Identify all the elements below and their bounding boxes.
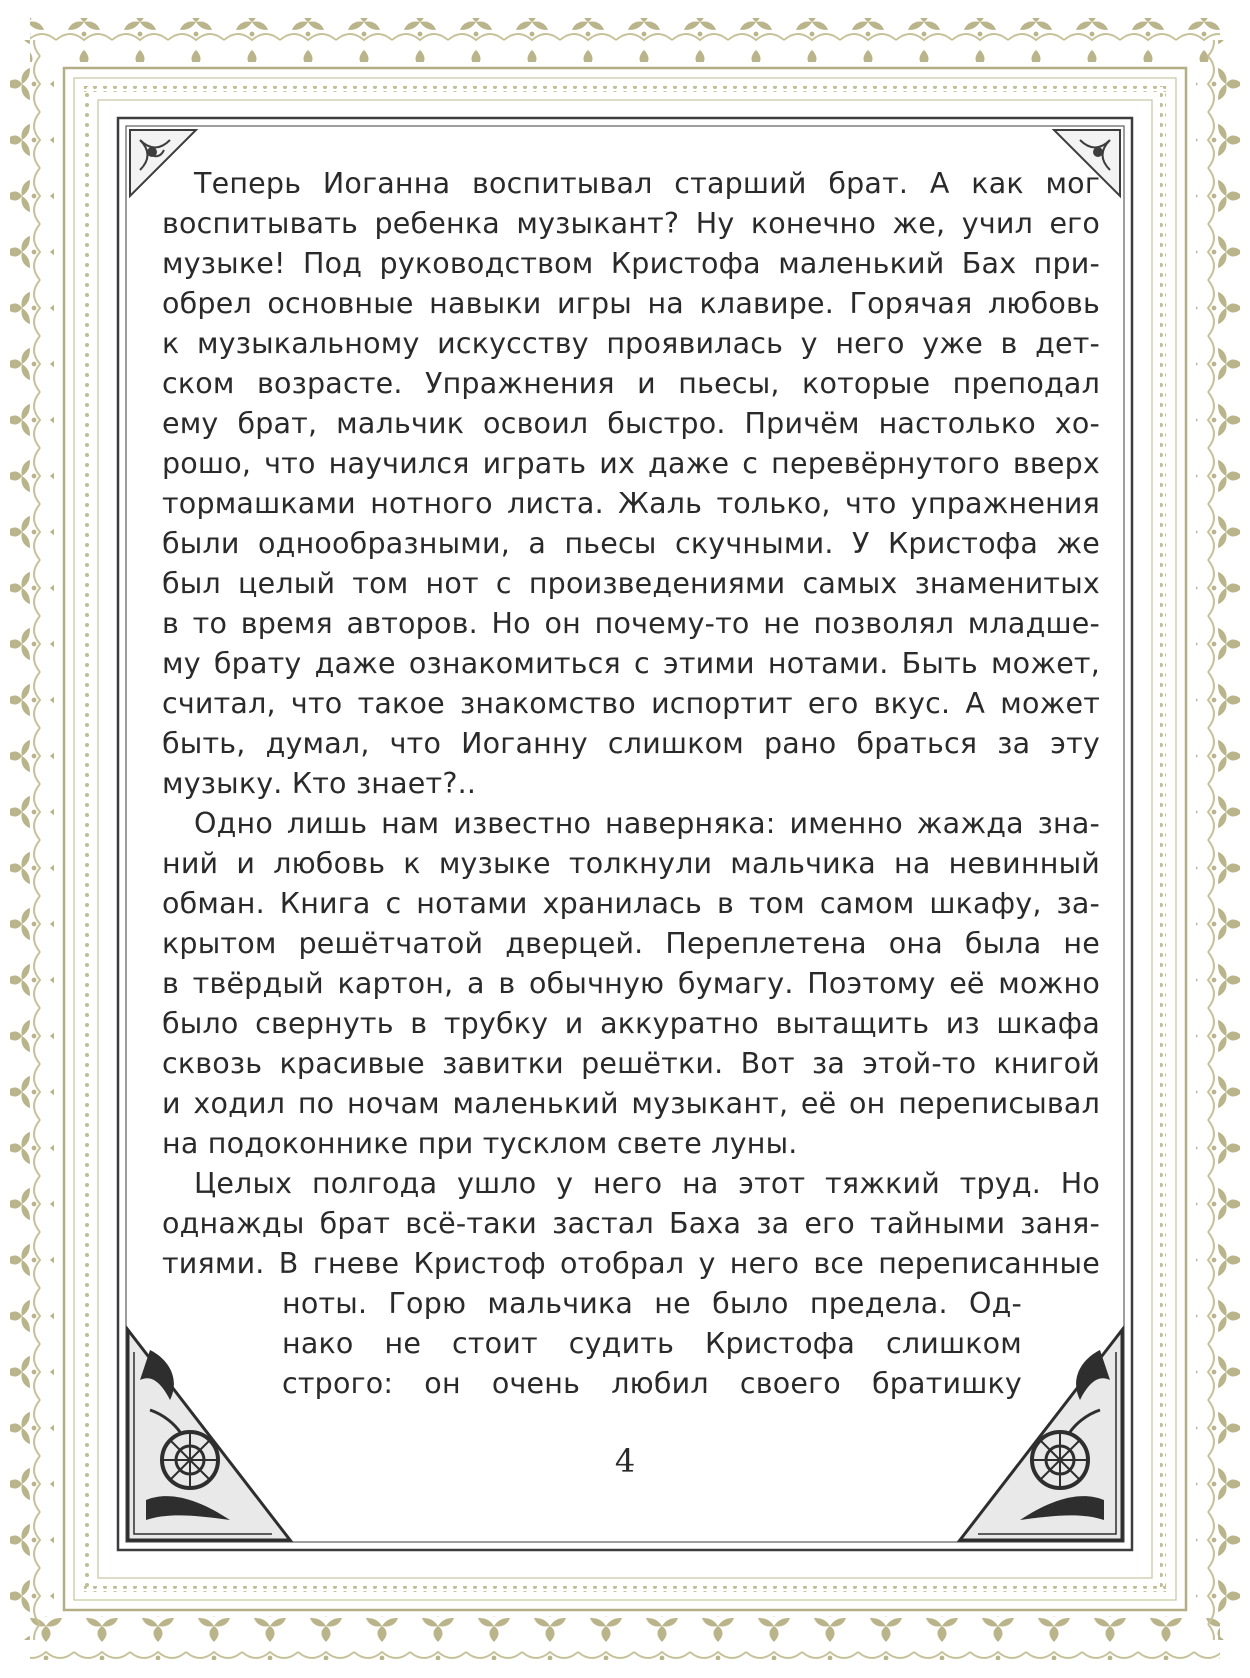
text-line: ском возрасте. Упражнения и пьесы, которые преподал — [162, 367, 1100, 400]
text-line: были однообразными, а пьесы скучными. У Кристофа же — [162, 527, 1100, 560]
text-line: однажды брат всё-таки застал Баха за его тайными заня- — [162, 1207, 1100, 1240]
text-line: и ходил по ночам маленький музыкант, её он переписывал — [162, 1087, 1100, 1120]
text-line: сквозь красивые завитки решётки. Вот за этой-то книгой — [162, 1047, 1100, 1080]
text-line: в твёрдый картон, а в обычную бумагу. Поэтому её можно — [162, 967, 1100, 1000]
text-line: Теперь Иоганна воспитывал старший брат. А как мог — [194, 167, 1100, 200]
text-line: ний и любовь к музыке толкнули мальчика на невинный — [162, 847, 1100, 880]
text-line: к музыкальному искусству проявилась у него уже в дет- — [162, 327, 1100, 360]
text-line: быть, думал, что Иоганну слишком рано браться за эту — [162, 727, 1100, 760]
text-line: считал, что такое знакомство испортит его вкус. А может — [162, 687, 1100, 720]
text-line: ноты. Горю мальчика не было предела. Од- — [282, 1287, 1022, 1320]
text-line: воспитывать ребенка музыкант? Ну конечно же, учил его — [162, 207, 1100, 240]
text-line: обман. Книга с нотами хранилась в том самом шкафу, за- — [162, 887, 1100, 920]
text-line: строго: он очень любил своего братишку — [282, 1367, 1022, 1400]
text-line: му брату даже ознакомиться с этими нотами. Быть может, — [162, 647, 1100, 680]
text-line: тиями. В гневе Кристоф отобрал у него все переписанные — [162, 1247, 1100, 1280]
text-line: на подоконнике при тусклом свете луны. — [162, 1127, 798, 1160]
text-line: в то время авторов. Но он почему-то не позволял младше- — [162, 607, 1100, 640]
body-text — [162, 164, 1100, 1404]
text-line: музыке! Под руководством Кристофа маленький Бах при- — [162, 247, 1100, 280]
text-line: обрел основные навыки игры на клавире. Горячая любовь — [162, 287, 1100, 320]
text-line: Целых полгода ушло у него на этот тяжкий труд. Но — [194, 1167, 1100, 1200]
text-line: был целый том нот с произведениями самых знаменитых — [162, 567, 1100, 600]
text-line: ему брат, мальчик освоил быстро. Причём настолько хо- — [162, 407, 1100, 440]
text-line: было свернуть в трубку и аккуратно вытащить из шкафа — [162, 1007, 1100, 1040]
text-line: Одно лишь нам известно наверняка: именно жажда зна- — [194, 807, 1100, 840]
text-line: тормашками нотного листа. Жаль только, что упражнения — [162, 487, 1100, 520]
text-line: музыку. Кто знает?.. — [162, 767, 477, 800]
text-line: нако не стоит судить Кристофа слишком — [282, 1327, 1022, 1360]
page-number: 4 — [614, 1442, 636, 1480]
text-line: рошо, что научился играть их даже с перевёрнутого вверх — [162, 447, 1100, 480]
text-line: крытом решётчатой дверцей. Переплетена она была не — [162, 927, 1100, 960]
